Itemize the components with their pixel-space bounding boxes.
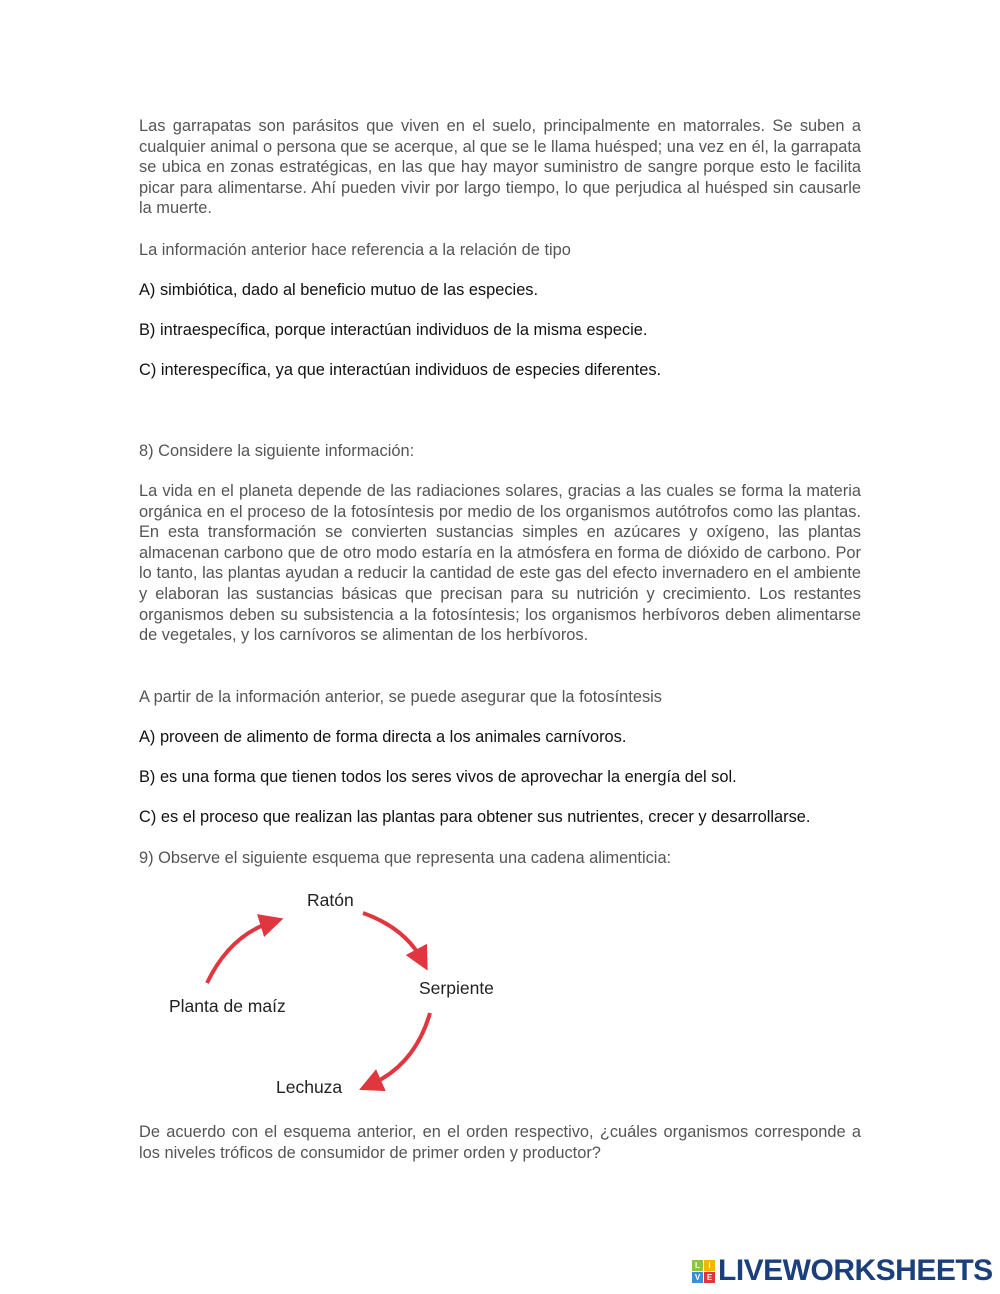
q7-stem: La información anterior hace referencia a la relación de tipo (139, 241, 571, 259)
q7-passage: Las garrapatas son parásitos que viven en el suelo, principalmente en matorrales. Se suben a cualquier animal o persona que se acerque, al que se le llama huésped; una vez en él, la garrapata se ubica en zonas estratégicas, en las que hay mayor suministro de sangre porque esto le facilita picar para alimentarse. Ahí pueden vivir por largo tiempo, lo que perjudica al huésped sin causarle la muerte. (139, 117, 861, 218)
logo-text: LIVEWORKSHEETS (718, 1254, 993, 1287)
arrow-serpiente-to-lechuza (370, 1013, 430, 1085)
q8-passage: La vida en el planeta depende de las radiaciones solares, gracias a las cuales se forma la materia orgánica en el proceso de la fotosíntesis por medio de los organismos autótrofos como las plantas. En esta transformación se convierten sustancias simples en azúcares y oxígeno, las plantas almacenan carbono que de otro modo estaría en la atmósfera en forma de dióxido de carbono. Por lo tanto, las plantas ayudan a reducir la cantidad de este gas del efecto invernadero en el ambiente y elaboran las sustancias básicas que precisan para su nutrición y crecimiento. Los restantes organismos deben su subsistencia a la fotosíntesis; los organismos herbívoros deben alimentarse de vegetales, y los carnívoros se alimentan de los herbívoros. (139, 482, 861, 645)
q7-option-a[interactable]: A) simbiótica, dado al beneficio mutuo de las especies. (139, 281, 539, 299)
q8-option-c[interactable]: C) es el proceso que realizan las plantas para obtener sus nutrientes, crecer y desarrollarse. (139, 808, 811, 826)
q7-option-c[interactable]: C) interespecífica, ya que interactúan individuos de especies diferentes. (139, 361, 662, 379)
q8-heading: 8) Considere la siguiente información: (139, 442, 415, 460)
arrow-maiz-to-raton (207, 922, 272, 983)
logo-tiles-icon (692, 1260, 715, 1283)
node-raton: Ratón (307, 890, 354, 910)
logo-tile: I (704, 1260, 715, 1271)
arrow-raton-to-serpiente (363, 913, 422, 960)
node-planta-de-maiz: Planta de maíz (169, 996, 286, 1016)
node-lechuza: Lechuza (276, 1077, 343, 1097)
q7-option-b[interactable]: B) intraespecífica, porque interactúan individuos de la misma especie. (139, 321, 648, 339)
q8-option-b[interactable]: B) es una forma que tienen todos los seres vivos de aprovechar la energía del sol. (139, 768, 737, 786)
q8-option-a[interactable]: A) proveen de alimento de forma directa a los animales carnívoros. (139, 728, 627, 746)
node-serpiente: Serpiente (419, 978, 494, 998)
q9-stem: De acuerdo con el esquema anterior, en el orden respectivo, ¿cuáles organismos corresponde a los niveles tróficos de consumidor de primer orden y productor? (139, 1123, 861, 1162)
food-chain-diagram (150, 880, 530, 1100)
q8-stem: A partir de la información anterior, se puede asegurar que la fotosíntesis (139, 688, 662, 706)
q9-heading: 9) Observe el siguiente esquema que representa una cadena alimenticia: (139, 849, 672, 867)
liveworksheets-logo (692, 1254, 993, 1288)
logo-tile: L (692, 1260, 703, 1271)
logo-tile: E (704, 1272, 715, 1283)
logo-tile: V (692, 1272, 703, 1283)
